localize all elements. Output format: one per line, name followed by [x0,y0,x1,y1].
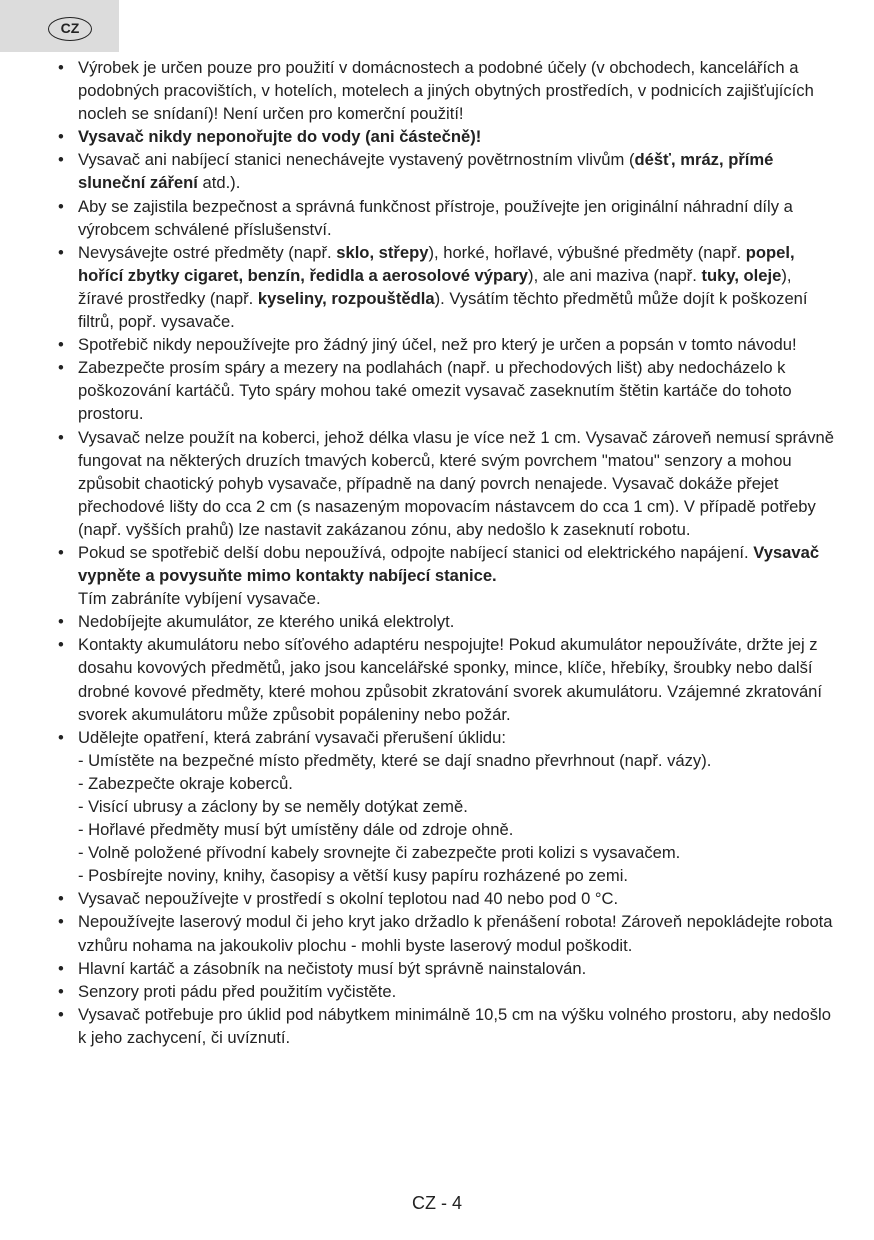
instruction-item [56,887,836,910]
instruction-item [56,1003,836,1049]
instruction-subline: - Visící ubrusy a záclony by se neměly dotýkat země. [78,797,468,816]
instruction-emphasis: kyseliny, rozpouštědla [257,288,435,308]
instruction-text: Nedobíjejte akumulátor, ze kterého uniká elektrolyt. [78,612,455,632]
instruction-text: ), ale ani maziva (např. [528,265,702,285]
instruction-text: Vysavač ani nabíjecí stanici nenechávejte vystavený povětrnostním vlivům ( [78,150,635,170]
instruction-subline: Tím zabráníte vybíjení vysavače. [78,589,321,609]
instruction-text: ), horké, hořlavé, výbušné předměty (např. [428,242,746,262]
instruction-emphasis: Vysavač vypněte a povysuňte mimo kontakty nabíjecí stanice. [78,542,820,586]
instruction-item [56,356,836,425]
instruction-text: Udělejte opatření, která zabrání vysavači přerušení úklidu: [78,727,506,747]
instruction-subline: - Zabezpečte okraje koberců. [78,773,293,793]
instruction-text: ), žíravé prostředky (např. [78,265,792,308]
instruction-text: Nepoužívejte laserový modul či jeho kryt jako držadlo k přenášení robota! Zároveň nepokládejte robota vzhůru nohama na jakoukoliv plochu - mohli byste laserový modul poškodit. [78,912,833,955]
instruction-text: Zabezpečte prosím spáry a mezery na podlahách (např. u přechodových lišt) aby nedocházelo k poškozování kartáčů. Tyto spáry mohou také omezit vysavač zaseknutím štětin kartáče do tohoto prostoru. [78,358,792,424]
instruction-item [56,241,836,333]
instruction-item [56,910,836,956]
instruction-text: Aby se zajistila bezpečnost a správná funkčnost přístroje, používejte jen originální náhradní díly a výrobcem schválené příslušenství. [78,196,793,239]
instruction-emphasis: popel, hořící zbytky cigaret, benzín, ředidla a aerosolové výpary [78,242,795,285]
language-badge: CZ [48,17,92,41]
instruction-item [56,633,836,725]
instruction-item [56,426,836,541]
instruction-item [56,610,836,633]
instruction-item [56,726,836,888]
instruction-subline: - Volně položené přívodní kabely srovnejte či zabezpečte proti kolizi s vysavačem. [78,843,681,863]
instruction-emphasis: Vysavač nikdy neponořujte do vody (ani částečně)! [78,127,482,147]
language-tab [0,0,119,52]
instruction-text: Hlavní kartáč a zásobník na nečistoty musí být správně nainstalován. [78,958,587,978]
instruction-subline: - Hořlavé předměty musí být umístěny dále od zdroje ohně. [78,820,514,840]
safety-instructions [56,56,836,1049]
instruction-subline: - Umístěte na bezpečné místo předměty, které se dají snadno převrhnout (např. vázy). [78,750,712,770]
page-number: CZ - 4 [411,1193,462,1213]
instruction-text: Výrobek je určen pouze pro použití v domácnostech a podobné účely (v obchodech, kancelářích a podobných pracovištích, v hotelích, motelech a jiných obytných prostředích, v podnicích zajišťujících nocleh se snídaní)! Není určen pro komerční použití! [78,58,814,124]
instruction-text: Nevysávejte ostré předměty (např. [78,242,337,262]
instruction-text: Kontakty akumulátoru nebo síťového adaptéru nespojujte! Pokud akumulátor nepoužíváte, držte jej z dosahu kovových předmětů, jako jsou kancelářské sponky, mince, klíče, hřebíky, šroubky nebo další drobné kovové předměty, které mohou způsobit zkratování svorek akumulátoru. Vzájemné zkratování svorek akumulátoru může způsobit popáleniny nebo požár. [78,635,823,724]
instruction-text: Pokud se spotřebič delší dobu nepoužívá, odpojte nabíjecí stanici od elektrického napájení. [78,542,754,562]
instruction-emphasis: sklo, střepy [336,242,429,262]
instruction-item [56,148,836,194]
instruction-item [56,957,836,980]
instruction-item [56,541,836,610]
instruction-text: Vysavač nelze použít na koberci, jehož délka vlasu je více než 1 cm. Vysavač zároveň nemusí správně fungovat na některých druzích tmavých koberců, které svým povrchem "matou" senzory a mohou způsobit chaotický pohyb vysavače, případně na daný povrch nenajede. Vysavač dokáže přejet přechodové lišty do cca 2 cm (s nasazeným mopovacím nástavcem do cca 1 cm). V případě potřeby (např. vyšších prahů) lze nastavit zakázanou zónu, aby nedošlo k zaseknutí robotu. [78,427,835,539]
instruction-item [56,980,836,1003]
instruction-emphasis: déšť, mráz, přímé sluneční záření [78,150,774,193]
instruction-text: Vysavač potřebuje pro úklid pod nábytkem minimálně 10,5 cm na výšku volného prostoru, aby nedošlo k jeho zachycení, či uvíznutí. [78,1004,831,1047]
instruction-list [56,56,836,1049]
instruction-emphasis: tuky, oleje [701,265,782,285]
instruction-subline: - Posbírejte noviny, knihy, časopisy a větší kusy papíru rozházené po zemi. [78,866,629,886]
instruction-text: Spotřebič nikdy nepoužívejte pro žádný jiný účel, než pro který je určen a popsán v tomto návodu! [78,335,797,355]
instruction-text: Vysavač nepoužívejte v prostředí s okolní teplotou nad 40 nebo pod 0 °C. [78,889,619,909]
instruction-item [56,125,836,148]
instruction-text: atd.). [197,173,241,193]
instruction-text: Senzory proti pádu před použitím vyčistěte. [78,981,397,1001]
instruction-item [56,56,836,125]
instruction-text: ). Vysátím těchto předmětů může dojít k poškození filtrů, popř. vysavače. [78,288,808,332]
instruction-item [56,333,836,356]
instruction-item [56,195,836,241]
